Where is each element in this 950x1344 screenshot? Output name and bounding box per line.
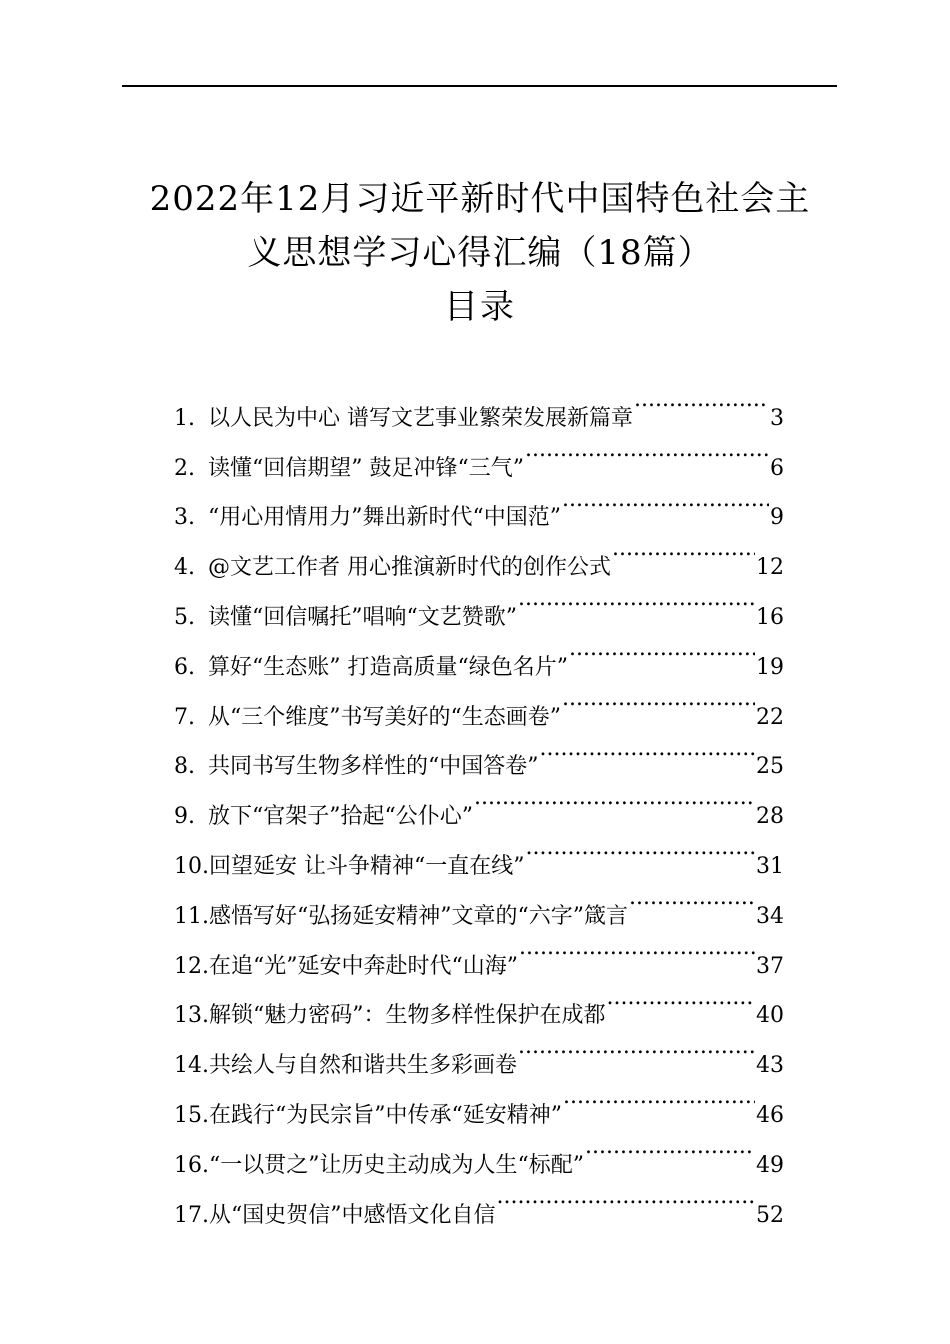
document-title-line-1: 2022年12月习近平新时代中国特色社会主 xyxy=(149,179,811,219)
toc-entry-number: 13. xyxy=(174,1003,209,1029)
toc-dot-leader xyxy=(517,1022,755,1072)
toc-dot-leader xyxy=(584,1122,755,1172)
toc-entry-title: 读懂“回信期望” 鼓足冲锋“三气” xyxy=(208,455,524,481)
toc-entry-page-number: 16 xyxy=(756,604,784,630)
toc-entry-number: 12. xyxy=(174,953,209,979)
toc-entry-title: “一以贯之”让历史主动成为人生“标配” xyxy=(209,1152,584,1178)
toc-entry[interactable] xyxy=(174,375,784,431)
toc-entry-title: 算好“生态账” 打造高质量“绿色名片” xyxy=(208,654,568,680)
toc-entry-page-number: 37 xyxy=(756,953,784,979)
toc-entry-number: 11. xyxy=(174,903,209,929)
toc-dot-leader xyxy=(524,425,769,475)
toc-entry-number: 5. xyxy=(174,604,195,630)
toc-entry-page-number: 46 xyxy=(756,1102,784,1128)
toc-entry-number: 9. xyxy=(174,804,195,830)
toc-entry-title: @文艺工作者 用心推演新时代的创作公式 xyxy=(208,555,611,581)
toc-entry-page-number: 25 xyxy=(756,754,784,780)
toc-dot-leader xyxy=(473,773,755,823)
toc-entry-number: 8. xyxy=(174,754,195,780)
table-of-contents xyxy=(174,375,784,1228)
toc-entry-page-number: 9 xyxy=(770,505,784,531)
toc-dot-leader xyxy=(606,973,756,1023)
toc-entry-title: 在践行“为民宗旨”中传承“延安精神” xyxy=(209,1102,562,1128)
toc-entry-number: 3. xyxy=(174,505,195,531)
toc-entry-title: 从“三个维度”书写美好的“生态画卷” xyxy=(208,704,561,730)
toc-entry-page-number: 34 xyxy=(756,903,784,929)
toc-dot-leader xyxy=(525,823,756,873)
toc-entry-page-number: 52 xyxy=(756,1202,784,1228)
toc-entry-page-number: 49 xyxy=(756,1152,784,1178)
toc-entry-page-number: 3 xyxy=(770,405,784,431)
toc-entry-number: 4. xyxy=(174,555,195,581)
toc-dot-leader xyxy=(561,475,769,525)
toc-dot-leader xyxy=(561,674,755,724)
toc-entry-title: 读懂“回信嘱托”唱响“文艺赞歌” xyxy=(208,604,517,630)
toc-entry-number: 1. xyxy=(174,405,195,431)
toc-entry-title: 解锁“魅力密码”：生物多样性保护在成都 xyxy=(209,1003,606,1029)
toc-entry-number: 16. xyxy=(174,1152,209,1178)
toc-dot-leader xyxy=(611,524,755,574)
toc-entry-title: “用心用情用力”舞出新时代“中国范” xyxy=(208,505,561,531)
toc-entry-page-number: 6 xyxy=(770,455,784,481)
toc-entry-page-number: 43 xyxy=(756,1053,784,1079)
toc-entry-page-number: 22 xyxy=(756,704,784,730)
toc-entry-title: 共同书写生物多样性的“中国答卷” xyxy=(208,754,539,780)
toc-dot-leader xyxy=(517,574,755,624)
title-block xyxy=(110,172,850,334)
toc-entry-number: 17. xyxy=(174,1202,209,1228)
toc-dot-leader xyxy=(496,1172,756,1222)
toc-entry-title: 共绘人与自然和谐共生多彩画卷 xyxy=(209,1053,518,1079)
toc-heading: 目录 xyxy=(444,287,516,327)
toc-entry-number: 10. xyxy=(174,853,209,879)
toc-entry-page-number: 28 xyxy=(756,804,784,830)
toc-dot-leader xyxy=(628,873,755,923)
toc-dot-leader xyxy=(633,375,769,425)
toc-entry-title: 以人民为中心 谱写文艺事业繁荣发展新篇章 xyxy=(208,405,633,431)
toc-dot-leader xyxy=(518,923,755,973)
toc-dot-leader xyxy=(539,724,756,774)
header-rule xyxy=(122,85,837,87)
toc-dot-leader xyxy=(568,624,755,674)
toc-entry-title: 在追“光”延安中奔赴时代“山海” xyxy=(209,953,518,979)
toc-entry-page-number: 12 xyxy=(756,555,784,581)
toc-dot-leader xyxy=(562,1072,755,1122)
toc-entry-number: 7. xyxy=(174,704,195,730)
toc-entry-page-number: 31 xyxy=(756,853,784,879)
toc-entry-title: 回望延安 让斗争精神“一直在线” xyxy=(209,853,525,879)
toc-entry-number: 15. xyxy=(174,1102,209,1128)
toc-entry-title: 放下“官架子”拾起“公仆心” xyxy=(208,804,473,830)
toc-entry-number: 6. xyxy=(174,654,195,680)
toc-entry-page-number: 19 xyxy=(756,654,784,680)
toc-entry-page-number: 40 xyxy=(756,1003,784,1029)
toc-entry-title: 从“国史贺信”中感悟文化自信 xyxy=(209,1202,496,1228)
toc-entry-number: 14. xyxy=(174,1053,209,1079)
toc-entry-title: 感悟写好“弘扬延安精神”文章的“六字”箴言 xyxy=(209,903,628,929)
toc-entry-number: 2. xyxy=(174,455,195,481)
document-title-line-2: 义思想学习心得汇编（18篇） xyxy=(247,233,713,273)
